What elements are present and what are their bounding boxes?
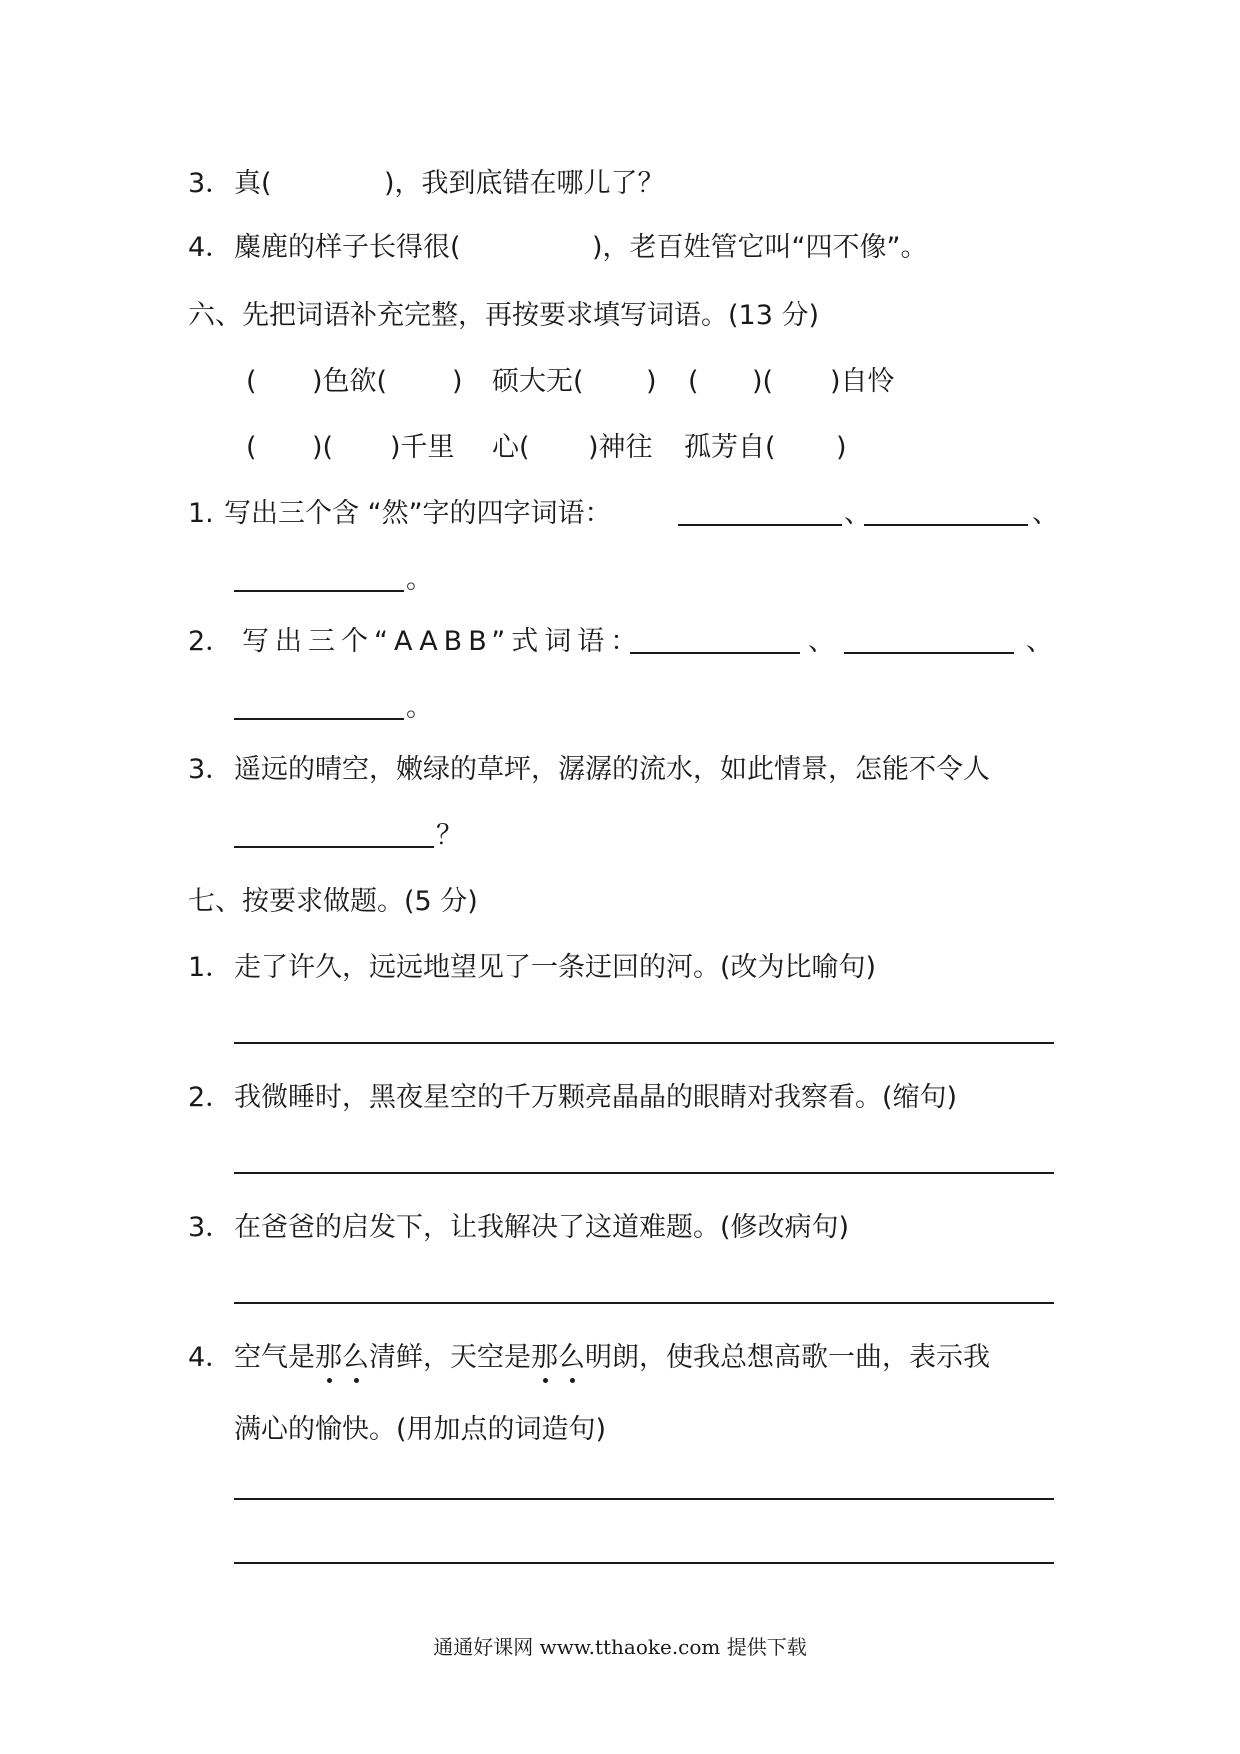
separator: 、 <box>1032 498 1059 529</box>
sentence-end: 。 <box>406 692 433 723</box>
question-text <box>234 1078 957 1118</box>
question-number: 4． <box>188 232 233 263</box>
question-text: 遥远的晴空，嫩绿的草坪，潺潺的流水，如此情景，怎能不令人 <box>234 754 990 785</box>
answer-blank[interactable] <box>234 688 404 720</box>
dotted-char: 么 <box>558 1338 585 1378</box>
instruction-hint: (缩句) <box>882 1082 958 1113</box>
question-7-4-continued <box>0 1410 1240 1450</box>
instruction-hint: (改为比喻句) <box>720 952 877 983</box>
question-5-4 <box>0 228 1240 268</box>
question-6-2 <box>0 622 1240 662</box>
sentence-part: 明朗，使我总想高歌一曲，表示我 <box>585 1342 990 1373</box>
question-number: 1. <box>188 498 214 529</box>
question-number: 1． <box>188 952 233 983</box>
question-text-suffix: )，老百姓管它叫“四不像”。 <box>592 232 928 263</box>
question-6-1 <box>0 494 1240 534</box>
answer-blank[interactable] <box>234 816 434 848</box>
question-6-1-continued <box>0 560 1240 600</box>
question-number: 3． <box>188 754 233 785</box>
question-text-prefix: 真( <box>234 168 272 199</box>
question-text-suffix: )，我到底错在哪儿了？ <box>384 168 665 199</box>
answer-line[interactable] <box>234 1562 1054 1564</box>
dotted-char: 么 <box>342 1338 369 1378</box>
idiom-part: )( <box>752 366 774 397</box>
sentence-part: 清鲜，天空是 <box>369 1342 531 1373</box>
idiom-part: 孤芳自( <box>684 432 776 463</box>
answer-blank[interactable] <box>234 560 404 592</box>
dotted-char: 那 <box>315 1338 342 1378</box>
idiom-paren-open: ( <box>688 366 699 397</box>
question-number: 3． <box>188 168 233 199</box>
question-number: 3． <box>188 1212 233 1243</box>
answer-line[interactable] <box>234 1042 1054 1044</box>
question-number: 4． <box>188 1342 233 1373</box>
question-6-2-continued <box>0 688 1240 728</box>
instruction-hint: (用加点的词造句) <box>396 1414 607 1445</box>
answer-line[interactable] <box>234 1498 1054 1500</box>
idiom-part: )神往 <box>588 432 653 463</box>
question-7-4 <box>0 1338 1240 1378</box>
question-text <box>234 1208 849 1248</box>
question-6-3 <box>0 750 1240 790</box>
idiom-part: )千里 <box>390 432 455 463</box>
separator: 、 <box>1026 626 1053 657</box>
idiom-paren-close: ) <box>836 432 847 463</box>
answer-blank[interactable] <box>630 622 800 654</box>
separator: 、 <box>844 498 871 529</box>
idiom-paren-open: ( <box>246 432 257 463</box>
question-7-3 <box>0 1208 1240 1248</box>
answer-blank[interactable] <box>844 622 1014 654</box>
sentence: 走了许久，远远地望见了一条迂回的河。 <box>234 952 720 983</box>
sentence-end: 。 <box>406 564 433 595</box>
question-7-2 <box>0 1078 1240 1118</box>
question-text <box>234 948 876 988</box>
answer-blank[interactable] <box>864 494 1028 526</box>
instruction-hint: (修改病句) <box>720 1212 850 1243</box>
page-footer: 通通好课网 www.tthaoke.com 提供下载 <box>433 1635 807 1659</box>
sentence-end: ？ <box>436 820 463 851</box>
idiom-part: )自怜 <box>830 366 895 397</box>
idiom-part: 心( <box>492 432 530 463</box>
sentence: 我微睡时，黑夜星空的千万颗亮晶晶的眼睛对我察看。 <box>234 1082 882 1113</box>
idiom-row-1 <box>0 362 1240 402</box>
separator: 、 <box>808 626 835 657</box>
idiom-paren-close: ) <box>646 366 657 397</box>
idiom-paren-close: ) <box>452 366 463 397</box>
answer-line[interactable] <box>234 1302 1054 1304</box>
question-text: 写出三个“AABB”式词语： <box>242 626 644 657</box>
section-heading-text: 六、先把词语补充完整，再按要求填写词语。(13 分) <box>188 300 820 331</box>
idiom-part: )( <box>312 432 334 463</box>
idiom-part: 硕大无( <box>492 366 584 397</box>
answer-line[interactable] <box>234 1172 1054 1174</box>
question-6-3-continued <box>0 816 1240 856</box>
question-text <box>234 1410 606 1450</box>
idiom-part: )色欲( <box>312 366 388 397</box>
section-heading-7 <box>0 882 1240 922</box>
sentence: 在爸爸的启发下，让我解决了这道难题。 <box>234 1212 720 1243</box>
question-text-prefix: 麋鹿的样子长得很( <box>234 232 461 263</box>
idiom-row-2 <box>0 428 1240 468</box>
sentence-part: 空气是 <box>234 1342 315 1373</box>
section-heading-6 <box>0 296 1240 336</box>
question-number: 2． <box>188 1082 233 1113</box>
question-7-1 <box>0 948 1240 988</box>
question-number: 2． <box>188 626 233 657</box>
section-heading-text: 七、按要求做题。(5 分) <box>188 886 478 917</box>
answer-blank[interactable] <box>678 494 842 526</box>
idiom-paren-open: ( <box>246 366 257 397</box>
question-text: 写出三个含 “然”字的四字词语： <box>224 498 612 529</box>
dotted-char: 那 <box>531 1338 558 1378</box>
sentence-part: 满心的愉快。 <box>234 1414 396 1445</box>
question-text <box>234 1338 990 1378</box>
question-5-3 <box>0 164 1240 204</box>
